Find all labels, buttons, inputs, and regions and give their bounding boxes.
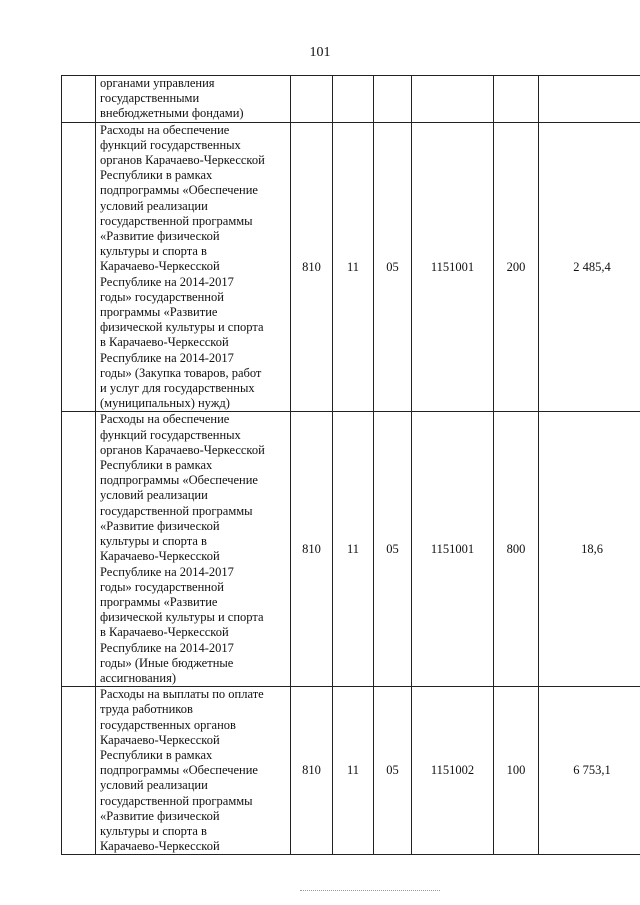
description-line: Карачаево-Черкесской (100, 839, 220, 854)
subsection-cell: 05 (374, 412, 412, 687)
page-number: 101 (309, 45, 331, 60)
description-line: внебюджетными фондами) (100, 106, 244, 121)
description-line: (муниципальных) нужд) (100, 396, 230, 411)
description-line: в Карачаево-Черкесской (100, 625, 229, 640)
subsection-cell (374, 76, 412, 123)
description-line: условий реализации (100, 778, 208, 793)
table-row (62, 122, 640, 412)
description-line: и услуг для государственных (100, 381, 255, 396)
description-cell (96, 412, 291, 687)
description-line: годы» (Иные бюджетные (100, 655, 234, 670)
description-line: подпрограммы «Обеспечение (100, 763, 258, 778)
description-line: годы» (Закупка товаров, работ (100, 365, 262, 380)
description-line: условий реализации (100, 488, 208, 503)
description-line: программы «Развитие (100, 594, 218, 609)
scan-artifact (300, 890, 440, 892)
description-line: Республики в рамках (100, 458, 213, 473)
description-line: Республике на 2014-2017 (100, 350, 234, 365)
section-cell (333, 76, 374, 123)
description-line: культуры и спорта в (100, 534, 207, 549)
table-row (62, 76, 640, 123)
description-line: Республики в рамках (100, 747, 213, 762)
description-line: Расходы на обеспечение (100, 412, 230, 427)
description-line: годы» государственной (100, 579, 224, 594)
row-number-cell (62, 122, 96, 412)
description-line: Расходы на выплаты по оплате (100, 687, 264, 702)
expense-type-cell: 800 (494, 412, 539, 687)
description-line: «Развитие физической (100, 518, 220, 533)
description-line: функций государственных (100, 427, 241, 442)
amount-cell (539, 76, 640, 123)
target-article-cell: 1151001 (412, 122, 494, 412)
expense-type-cell: 200 (494, 122, 539, 412)
description-line: условий реализации (100, 198, 208, 213)
description-line: программы «Развитие (100, 305, 218, 320)
description-line: подпрограммы «Обеспечение (100, 183, 258, 198)
description-line: труда работников (100, 702, 193, 717)
description-line: «Развитие физической (100, 229, 220, 244)
description-line: культуры и спорта в (100, 244, 207, 259)
description-line: Карачаево-Черкесской (100, 259, 220, 274)
amount-cell: 18,6 (539, 412, 640, 687)
ministry-code-cell: 810 (291, 687, 333, 855)
ministry-code-cell: 810 (291, 122, 333, 412)
section-cell: 11 (333, 412, 374, 687)
description-line: физической культуры и спорта (100, 610, 264, 625)
subsection-cell: 05 (374, 122, 412, 412)
description-line: Республики в рамках (100, 168, 213, 183)
description-line: государственной программы (100, 213, 253, 228)
section-cell: 11 (333, 122, 374, 412)
description-line: подпрограммы «Обеспечение (100, 473, 258, 488)
description-line: органов Карачаево-Черкесской (100, 442, 265, 457)
target-article-cell: 1151001 (412, 412, 494, 687)
description-line: органов Карачаево-Черкесской (100, 153, 265, 168)
description-cell (96, 122, 291, 412)
description-line: ассигнования) (100, 670, 176, 685)
subsection-cell: 05 (374, 687, 412, 855)
description-line: государственной программы (100, 503, 253, 518)
description-cell (96, 76, 291, 123)
description-line: Расходы на обеспечение (100, 122, 230, 137)
description-line: культуры и спорта в (100, 823, 207, 838)
description-line: в Карачаево-Черкесской (100, 335, 229, 350)
ministry-code-cell (291, 76, 333, 123)
target-article-cell (412, 76, 494, 123)
budget-table-body (62, 76, 640, 855)
table-row (62, 687, 640, 855)
description-line: функций государственных (100, 137, 241, 152)
description-line: Республике на 2014-2017 (100, 274, 234, 289)
description-line: органами управления (100, 76, 215, 90)
description-line: Республике на 2014-2017 (100, 640, 234, 655)
row-number-cell (62, 412, 96, 687)
description-line: Карачаево-Черкесской (100, 732, 220, 747)
row-number-cell (62, 76, 96, 123)
ministry-code-cell: 810 (291, 412, 333, 687)
description-line: государственных органов (100, 717, 236, 732)
expense-type-cell (494, 76, 539, 123)
table-row (62, 412, 640, 687)
amount-cell: 2 485,4 (539, 122, 640, 412)
target-article-cell: 1151002 (412, 687, 494, 855)
section-cell: 11 (333, 687, 374, 855)
amount-cell: 6 753,1 (539, 687, 640, 855)
description-cell (96, 687, 291, 855)
description-line: годы» государственной (100, 289, 224, 304)
budget-table (61, 75, 640, 855)
description-line: Республике на 2014-2017 (100, 564, 234, 579)
row-number-cell (62, 687, 96, 855)
expense-type-cell: 100 (494, 687, 539, 855)
description-line: «Развитие физической (100, 808, 220, 823)
description-line: государственными (100, 91, 200, 106)
description-line: государственной программы (100, 793, 253, 808)
description-line: Карачаево-Черкесской (100, 549, 220, 564)
description-line: физической культуры и спорта (100, 320, 264, 335)
